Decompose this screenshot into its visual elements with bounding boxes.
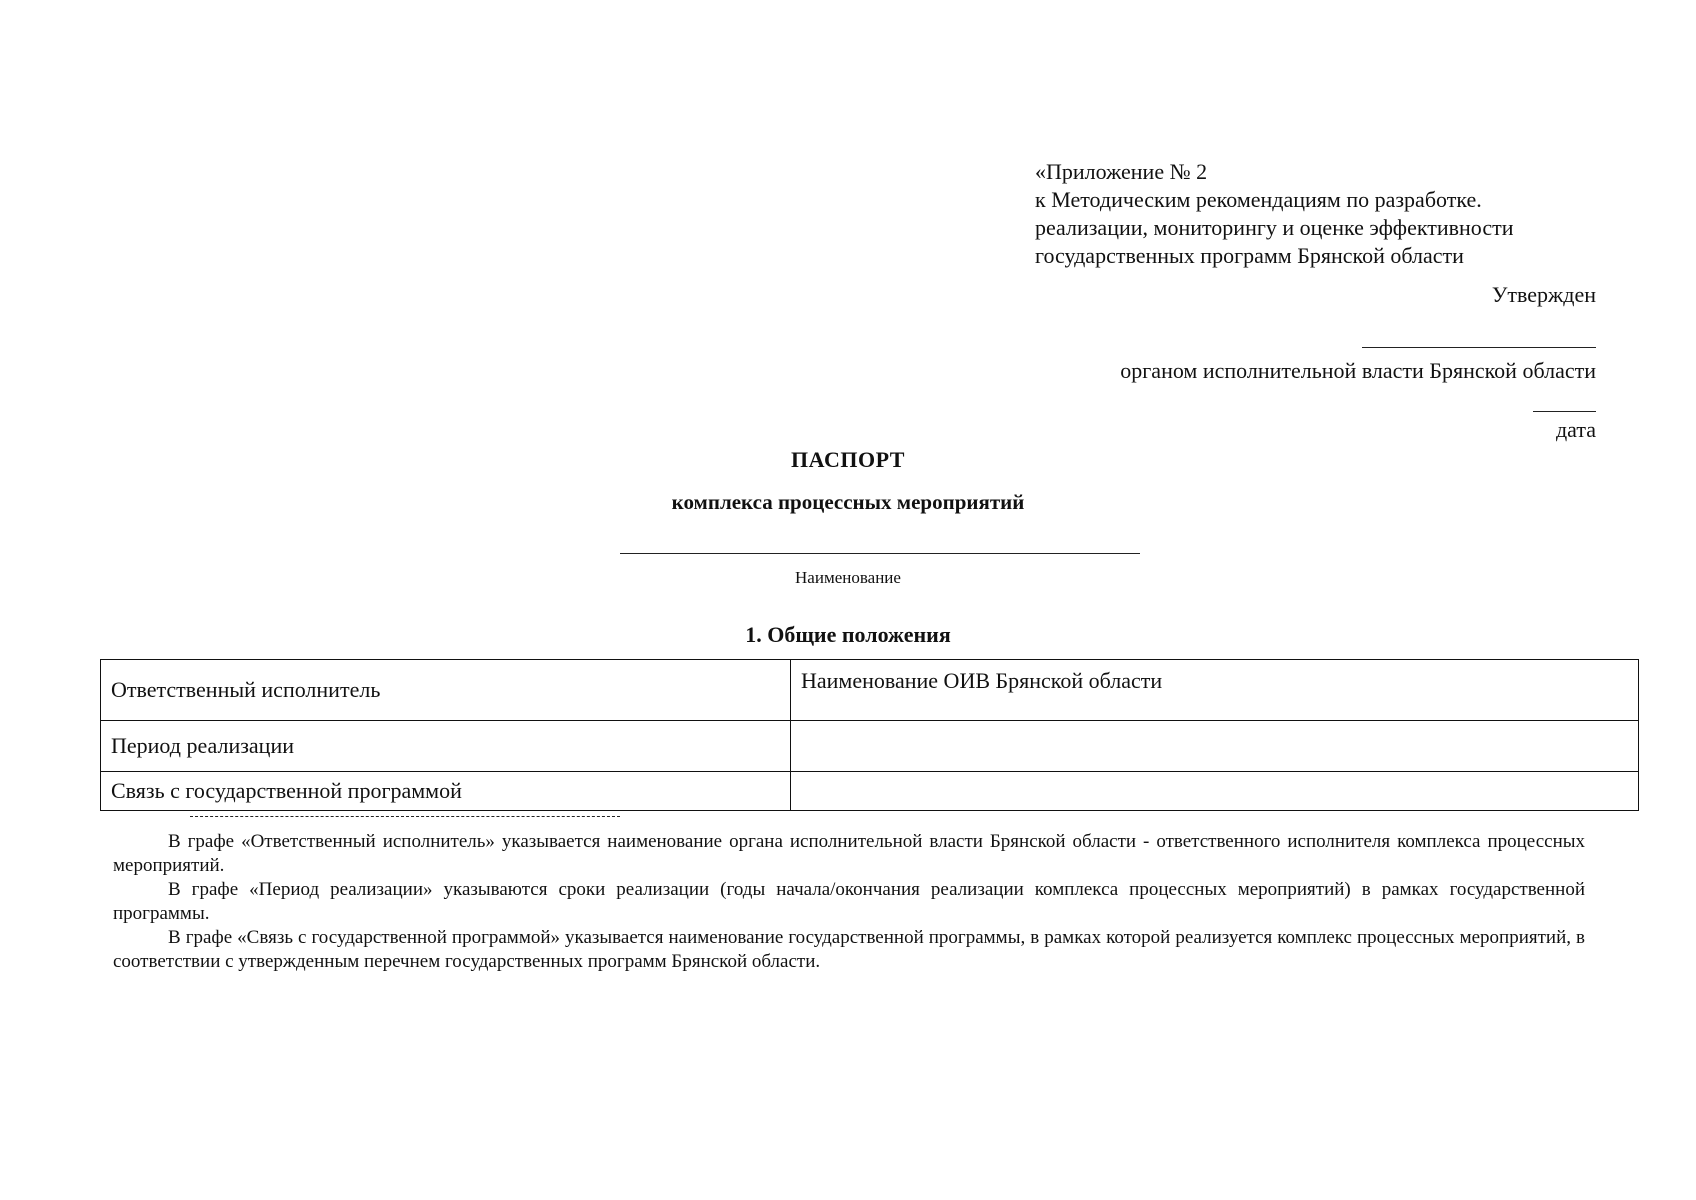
note-paragraph: В графе «Связь с государственной программой» указывается наименование государственной программы, в рамках которой реализуется комплекс процессных мероприятий, в соответствии с утвержденным перечнем государственных программ Брянской области. <box>113 927 1585 972</box>
appendix-reference <box>1035 158 1655 270</box>
explanatory-notes <box>113 830 1585 974</box>
date-line <box>1533 411 1596 412</box>
appendix-line: к Методическим рекомендациям по разработке. <box>1035 187 1482 212</box>
name-caption: Наименование <box>795 568 901 587</box>
cell-label: Связь с государственной программой <box>101 772 791 811</box>
appendix-line: «Приложение № 2 <box>1035 159 1208 184</box>
cell-label: Ответственный исполнитель <box>101 660 791 721</box>
table-row <box>101 772 1639 811</box>
appendix-line: государственных программ Брянской области <box>1035 243 1464 268</box>
general-provisions-table <box>100 659 1639 811</box>
cell-label: Период реализации <box>101 721 791 772</box>
approved-label: Утвержден <box>1491 282 1596 307</box>
approval-signature-line <box>1362 347 1596 348</box>
name-fill-line <box>620 553 1140 554</box>
section-heading: 1. Общие положения <box>745 622 951 647</box>
table-row <box>101 660 1639 721</box>
cell-value <box>791 772 1639 811</box>
date-label: дата <box>1555 417 1596 442</box>
note-paragraph: В графе «Ответственный исполнитель» указывается наименование органа исполнительной власти Брянской области - ответственного исполнителя комплекса процессных мероприятий. <box>113 831 1585 876</box>
footnote-separator <box>190 816 620 817</box>
document-subtitle: комплекса процессных мероприятий <box>671 490 1025 514</box>
organ-label: органом исполнительной власти Брянской области <box>1120 358 1596 383</box>
appendix-line: реализации, мониторингу и оценке эффективности <box>1035 215 1514 240</box>
note-paragraph: В графе «Период реализации» указываются сроки реализации (годы начала/окончания реализации комплекса процессных мероприятий) в рамках государственной программы. <box>113 879 1585 924</box>
document-title: ПАСПОРТ <box>791 447 905 472</box>
cell-value: Наименование ОИВ Брянской области <box>791 660 1639 721</box>
cell-value <box>791 721 1639 772</box>
table-row <box>101 721 1639 772</box>
